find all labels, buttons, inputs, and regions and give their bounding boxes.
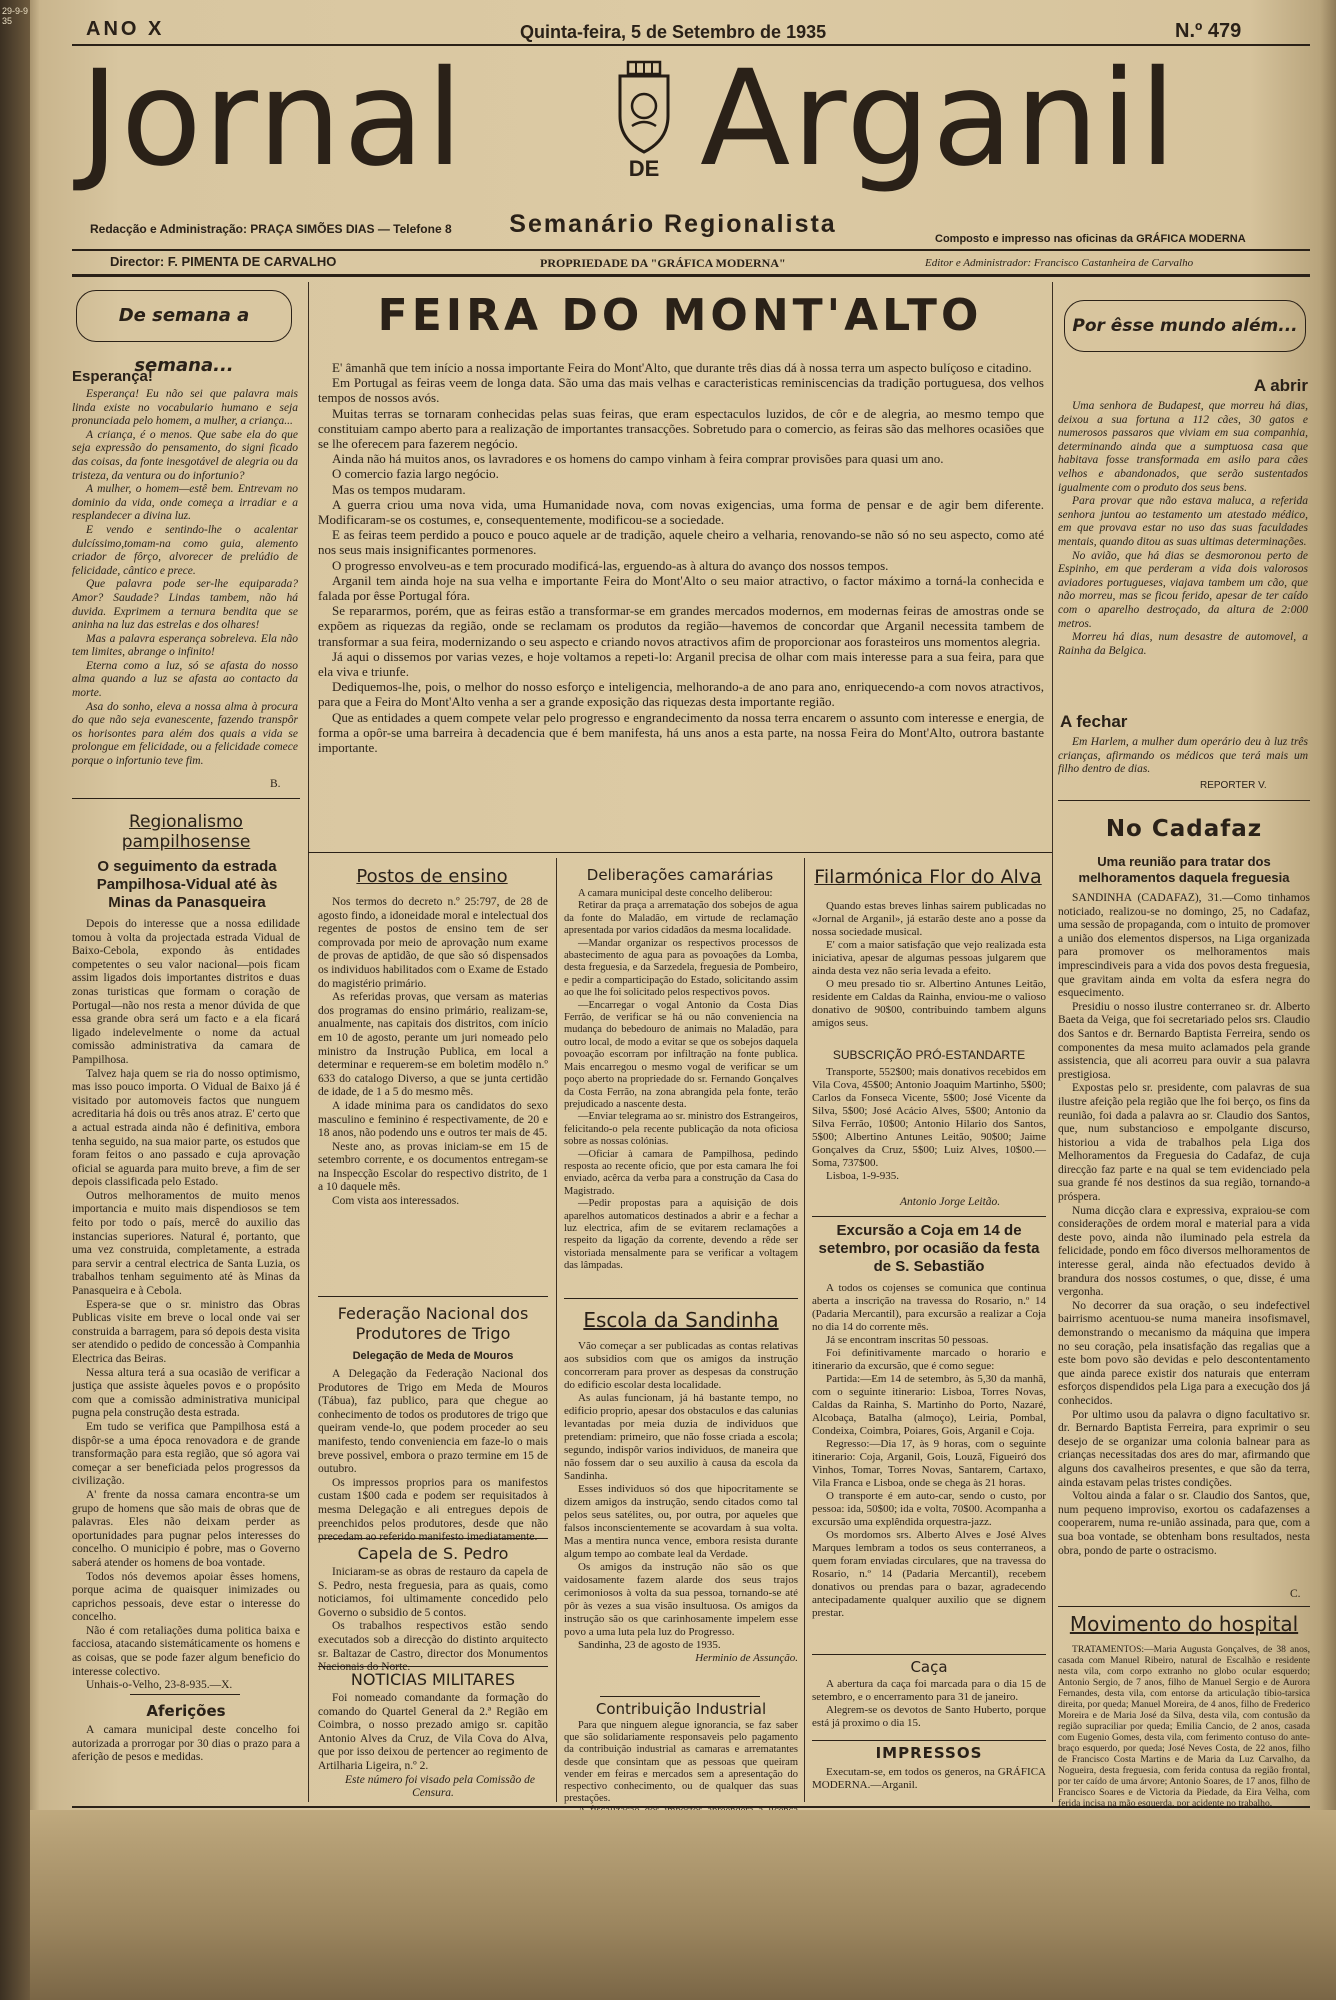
excursao-paragraph: Foi definitivamente marcado o horario e itinerario da excursão, que é como segue: <box>812 1347 1046 1372</box>
composto-line: Composto e impresso nas oficinas da GRÁFICA MODERNA <box>935 233 1246 245</box>
masthead-rule <box>72 249 1310 251</box>
impressos-text: Executam-se, em todos os generos, na GRÁFICA MODERNA.—Arganil. <box>812 1766 1046 1791</box>
escola-body <box>564 1340 798 1698</box>
feira-body <box>318 360 1044 848</box>
capela-paragraph: Os trabalhos respectivos estão sendo executados sob a direcção do distinto arquitecto sr. Baltazar de Castro, director dos Monumentos Nacionais do Norte. <box>318 1620 548 1674</box>
postos-paragraph: A idade minima para os candidatos do sexo masculino e feminino é respectivamente, de 20 e 18 anos, não podendo uns e outros ter mais de 45. <box>318 1099 548 1140</box>
mundo-subheading-1: A abrir <box>1253 376 1308 395</box>
filarmonica-paragraph: E' com a maior satisfação que vejo realizada esta iniciativa, apesar de algumas pessoas julgarem que ainda desta vez não seria levada a efeito. <box>812 939 1046 977</box>
excursao-paragraph: A todos os cojenses se comunica que continua aberta a inscrição na travessa do Rosario, n.º 14 (Padaria Mercantil), para excursão a realizar a Coja no dia 14 do corrente mês. <box>812 1282 1046 1333</box>
cadafaz-paragraph: No decorrer da sua oração, o seu indefectivel bairrismo acentuou-se numa maneira insofismavel, demonstrando o mecanismo da máquina que impera no seu coração, pela insatisfação das regalias que a este bom povo são devidas e pelo descontentamento que ainda parece existir dos naturais que enterram esforços dispendidos pela Liga para a execução dos já conhecidos. <box>1058 1299 1310 1407</box>
right-rule-2 <box>1058 1606 1310 1607</box>
year-label: ANO X <box>86 18 165 40</box>
column-rule-2 <box>1052 282 1053 1802</box>
page-bottom-rule <box>72 1806 1310 1808</box>
feira-paragraph: O comercio fazia largo negócio. <box>332 466 499 482</box>
regionalismo-heading: Regionalismo pampilhosense <box>121 812 251 852</box>
mundo-paragraph: Para provar que não estava maluca, a referida senhora juntou ao testamento um atestado médico, em que provava estar no uso das suas faculdades mentais, quando ditou as suas ultimas determinações. <box>1058 495 1308 548</box>
page-bottom-edge <box>30 1810 1336 2000</box>
postos-paragraph: Neste ano, as provas iniciam-se em 15 de setembro corrente, e os documentos entregam-se na Inspecção Escolar do respectivo distrito, de 1 a 10 daquele mês. <box>318 1140 548 1194</box>
filarmonica-paragraph: O meu presado tio sr. Albertino Antunes Leitão, residente em Caldas da Rainha, enviou-me o valioso donativo de 90$00, contribuindo tambem alguns amigos seus. <box>812 978 1046 1029</box>
column-rule-3 <box>556 858 557 1802</box>
deliberacoes-heading: Deliberações camarárias <box>586 866 774 884</box>
postos-heading: Postos de ensino <box>356 866 508 887</box>
col-a-rule-3 <box>318 1666 548 1667</box>
filarmonica-heading: Filarmónica Flor do Alva <box>814 866 1042 888</box>
regionalismo-paragraph: Talvez haja quem se ria do nosso optimismo, mas isso pouco importa. O Vidual de Baixo já é visitado por automoveis factos que nunguem acreditaria há dois ou três anos atraz. E' certo que a actual estrada ainda não é definitiva, embora tenha seguido, na sua maior parte, os estudos que foram feitos o ano passado e cuja aprovação oficial se aguarda para muito breve, a fim de ser depois classificada pelo Estado. <box>72 1067 300 1189</box>
afericoes-body <box>72 1724 300 1765</box>
cadafaz-paragraph: Expostas pelo sr. presidente, com palavras de sua ilustre afeição pela região que lhe foi berço, os fins da reunião, foi dada a palavra ao sr. Claudio dos Santos, que, num substancioso e empolgante discurso, historiou a vida de trabalhos pela Liga dos Melhoramentos da Freguesia do Cadafaz, de cuja direcção faz parte e na qual se tem evidenciado pela sua grande fé nos destinos da sua região, tornando-a próspera. <box>1058 1082 1310 1204</box>
semana-paragraph: Asa do sonho, eleva a nossa alma à procura do que não seja evanescente, fazendo transpôr os horisontes para além dos quais a vida se prolongue em felicidade, ou a felicidade comece porque o infortunio teve fim. <box>72 700 298 768</box>
col-a-rule-2 <box>318 1538 548 1539</box>
subtitle: Semanário Regionalista <box>509 210 837 238</box>
deliberacoes-body <box>564 888 798 1292</box>
feira-paragraph: Arganil tem ainda hoje na sua velha e importante Feira do Mont'Alto o seu maior atractivo, o factor máximo a torná-la conhecida e falada por êsse Portugal fóra. <box>318 572 1044 604</box>
cadafaz-body <box>1058 892 1310 1588</box>
feira-paragraph: Dediquemos-lhe, pois, o melhor do nosso esforço e inteligencia, melhorando-a de ano para ano, enriquecendo-a com novos atractivos, para que a Feira do Mont'Alto venha a ser a grande exposição das riquezas desta importante região. <box>318 679 1044 710</box>
cadafaz-subheading: Uma reunião para tratar dos melhoramentos daquela freguesia <box>1078 854 1290 885</box>
column-rule-1 <box>308 282 309 1802</box>
regionalismo-title: O seguimento da estrada Pampilhosa-Vidual até às Minas da Panasqueira <box>96 858 278 911</box>
impressos-heading: IMPRESSOS <box>875 1744 983 1762</box>
cadafaz-paragraph: Voltou ainda a falar o sr. Claudio dos Santos, que, num pequeno improviso, exortou os cadafazenses a cooperarem, numa re-união assinada, para que, com a sua boa vontade, se obtenham bons resultados, nesta obra, pondo de parte o ostracismo. <box>1058 1490 1310 1557</box>
postos-paragraph: Com vista aos interessados. <box>332 1195 460 1208</box>
regionalismo-paragraph: Não é com retaliações duma politica baixa e facciosa, atacando sistemáticamente os homens e as coisas, que se pode fazer algum beneficio do interesse colectivo. <box>72 1624 300 1678</box>
regionalismo-paragraph: A' frente da nossa camara encontra-se um grupo de homens que são mais de obras que de palavras. Eles não deixam perder as oportunidades para pugnar pelos interesses do concelho. O municipio é pobre, mas o Governo saberá atender os homens de boa vontade. <box>72 1488 300 1569</box>
excursao-paragraph: O transporte é em auto-car, sendo o custo, por pessoa: ida, 50$00; ida e volta, 70$00. Acompanha a excursão uma explêndida orquestra-jazz. <box>812 1490 1046 1528</box>
hospital-body <box>1058 1644 1310 1809</box>
issue-date: Quinta-feira, 5 de Setembro de 1935 <box>520 22 827 42</box>
escola-heading: Escola da Sandinha <box>583 1308 779 1332</box>
mundo-signature: REPORTER V. <box>1200 780 1267 791</box>
right-rule-1 <box>1058 800 1310 801</box>
semana-body <box>72 388 298 778</box>
hospital-heading: Movimento do hospital <box>1069 1612 1299 1636</box>
semana-signature: B. <box>270 778 281 790</box>
escola-paragraph: Os amigos da instrução não são os que vaidosamente fazem alarde dos seus trajos cerimoniosos à volta da sua pessoa, tornando-se até pôr às vezes a sua visão insultuosa. Os amigos da instrução são os que carinhosamente impelem esse povo a uma luta pela luz do Progresso. <box>564 1561 798 1638</box>
regionalismo-paragraph: Espera-se que o sr. ministro das Obras Publicas visite em breve o local onde vai ser construida a barragem, para só depois desta visita ser atendido o pedido de concessão à Companhia Electrica das Beiras. <box>72 1298 301 1365</box>
postos-body <box>318 896 548 1288</box>
militares-paragraph: Foi nomeado comandante da formação do comando do Quartel General da 2.ª Região em Coimbra, o nosso prezado amigo sr. capitão Antonio Alves da Cruz, de Vila Cova do Alva, que por isso deixou de pertencer ao regimento de Artilharia Ligeira, n.º 2. <box>318 1692 548 1772</box>
deliberacoes-paragraph: —Enviar telegrama ao sr. ministro dos Estrangeiros, felicitando-o pela recente publicação da nota oficiosa sobre as nossas colónias. <box>564 1111 798 1148</box>
escola-paragraph: Sandinha, 23 de agosto de 1935. <box>578 1639 721 1651</box>
escola-paragraph: Herminio de Assunção. <box>695 1652 798 1664</box>
afericoes-text: A camara municipal deste concelho foi autorizada a prorrogar por 30 dias o prazo para a aferição de pesos e medidas. <box>72 1724 300 1764</box>
regionalismo-paragraph: Unhais-o-Velho, 23-8-935.—X. <box>86 1679 233 1692</box>
director-line: Director: F. PIMENTA DE CARVALHO <box>110 254 337 269</box>
regionalismo-paragraph: Todos nós devemos apoiar êsses homens, porque acima de quaisquer inimizades ou caprichos pessoais, deve estar o interesse do concelho. <box>72 1570 300 1624</box>
contribuicao-paragraph: Para que ninguem alegue ignorancia, se faz saber que são solidariamente responsaveis pelo pagamento da contribuição industrial as camaras e arrematantes desde que consintam que as pessoas que queiram vender em feiras e mercados sem a apresentação do respectivo conhecimento, ou de qualquer das suas prestações. <box>564 1720 798 1805</box>
feira-paragraph: E as feiras teem perdido a pouco e pouco aquele ar de tradição, aquele cheiro a velharia, renovando-se não só no seu aspecto, como até nos seus mais insignificantes pormenores. <box>318 527 1044 558</box>
filarmonica-body <box>812 900 1046 1040</box>
cadafaz-paragraph: SANDINHA (CADAFAZ), 31.—Como tinhamos noticiado, realizou-se no domingo, 25, no Cadafaz, uma sessão de propaganda, com o intuito de promover a união dos elementos dispersos, na Liga organizada para promover os melhoramentos mais imprescindiveis para a vida dos povos desta freguesia, que gravitam ainda em volta da esfera negra do esquecimento. <box>1058 892 1310 1000</box>
caca-heading: Caça <box>910 1658 948 1676</box>
feira-title: FEIRA DO MONT'ALTO <box>377 290 983 341</box>
capela-paragraph: Iniciaram-se as obras de restauro da capela de S. Pedro, nesta freguesia, para as quais, como noticiamos, foi ultimamente concedido pelo Governo o subsidio de 5 contos. <box>318 1566 548 1619</box>
issue-number: N.º 479 <box>1175 20 1242 42</box>
title-jornal: Jornal <box>80 42 465 196</box>
mundo-body-2 <box>1058 736 1308 777</box>
feira-paragraph: Muitas terras se tornaram conhecidas pelas suas feiras, que eram espectaculos luzidos, de côr e de alegria, ao mesmo tempo que constituiam campo aberto para a realização de importantes transacções. Sobretudo para o comercio, as feiras são das melhores ocasiões que se lhe oferecem para fazerem negócio. <box>318 405 1044 452</box>
caca-note: Alegrem-se os devotos de Santo Huberto, porque está já proximo o dia 15. <box>812 1704 1046 1729</box>
filarmonica-place: Lisboa, 1-9-935. <box>826 1170 900 1182</box>
feira-bottom-rule <box>308 852 1052 853</box>
column-rule-4 <box>804 858 805 1802</box>
federacao-paragraph: A Delegação da Federação Nacional dos Produtores de Trigo em Meda de Mouros (Tábua), faz publico, para que chegue ao conhecimento de todos os produtores de trigo que queiram vende-lo, que podem proceder ao seu manifesto, tendo conveniencia em faze-lo o mais breve possivel, embora o prazo termine em 15 de outubro. <box>318 1368 548 1476</box>
militares-heading: NOTICIAS MILITARES <box>350 1670 516 1689</box>
militares-body <box>318 1692 548 1798</box>
editor-line: Editor e Administrador: Francisco Castanheira de Carvalho <box>925 257 1194 269</box>
deliberacoes-paragraph: —Pedir propostas para a aquisição de dois aparelhos automaticos destinados a abrir e a fechar a luz electrica, afim de se evitarem reclamações a respeito da ligação da corrente, devendo a rêde ser vistoriada mensalmente para se verificar a voltagem das lâmpadas. <box>564 1198 798 1272</box>
feira-paragraph: Ainda não há muitos anos, os lavradores e os homens do campo vinham à feira comprar provisões para quasi um ano. <box>332 451 944 467</box>
regionalismo-paragraph: Outros melhoramentos de muito menos importancia e muito mais dispendiosos se tem feito por todo o país, mercê do auxilio das instancias superiores. Natural é, portanto, que uma vez construida, completamente, a estrada para servir a central electrica de Santa Luzia, os trabalhos tenham seguimento até às Minas da Panasqueira e à Cebola. <box>72 1189 300 1298</box>
subscricao-heading: SUBSCRIÇÃO PRÓ-ESTANDARTE <box>832 1048 1026 1062</box>
mundo-subheading-2: A fechar <box>1060 712 1128 731</box>
col-c-rule-2 <box>812 1654 1046 1655</box>
semana-paragraph: Eterna como a luz, só se afasta do nosso alma quando a luz se afasta ao contacto da morte. <box>72 659 298 700</box>
filarmonica-paragraph: Quando estas breves linhas sairem publicadas no «Jornal de Arganil», já estarão deste ano a posse da nossa sociedade musical. <box>812 900 1046 938</box>
col-c-rule-3 <box>812 1740 1046 1741</box>
title-de: DE <box>628 156 660 181</box>
semana-paragraph: A criança, é o menos. Que sabe ela do que seja expressão do pensamento, do signi ficado das coisas, da fonte inesgotável de alegria ou da tristeza, da ventura ou do infortunio? <box>72 428 298 482</box>
escola-paragraph: Vão começar a ser publicadas as contas relativas aos subsidios com que os amigos da instrução concorreram para prover as despesas da construção do edificio escolar desta localidade. <box>564 1340 798 1391</box>
col-b-rule-2 <box>600 1696 760 1697</box>
feira-paragraph: O progresso envolveu-as e tem procurado modificá-las, erguendo-as à altura do avanço dos nossos tempos. <box>332 557 889 573</box>
cadafaz-paragraph: Numa dicção clara e expressiva, expraiou-se com considerações de ordem moral e material para a vida deste povo, ainda não iluminado pela estrela da felicidade, pondo em fôco diversos melhoramentos de interesse geral, ainda não efectuados devido à brandura dos nossos costumes, o que, disse, é uma vergonha. <box>1058 1204 1310 1299</box>
excursao-paragraph: Partida:—Em 14 de setembro, às 5,30 da manhã, com o seguinte itinerario: Lisboa, Torres Novas, Caldas da Rainha, S. Martinho do Porto, Nazaré, Alcobaça, Batalha (almoço), Leiria, Pombal, Condeixa, Coimbra, Poiares, Gois, Arganil e Coja. <box>812 1373 1046 1437</box>
col-c-rule-1 <box>812 1216 1046 1217</box>
feira-paragraph: Em Portugal as feiras veem de longa data. São uma das mais velhas e caracteristicas reminiscencias da tradição portuguesa, dos velhos tempos de nossos avós. <box>318 375 1044 406</box>
redaccao-line: Redacção e Administração: PRAÇA SIMÕES DIAS — Telefone 8 <box>90 222 452 236</box>
binding-edge <box>0 0 30 2000</box>
capela-heading: Capela de S. Pedro <box>357 1544 509 1563</box>
cadafaz-paragraph: Presidiu o nosso ilustre conterraneo sr. dr. Alberto Baeta da Veiga, que foi secretariado pelos srs. Claudio dos Santos e dr. Bernardo Baptista Ferreira, sendo os componentes da mesa muito aclamados pela grande assistencia, que ali acorreu para ouvir a sua palavra prestigiosa. <box>1058 1000 1310 1081</box>
coat-of-arms-icon <box>612 56 676 156</box>
propriedade-line: PROPRIEDADE DA "GRÁFICA MODERNA" <box>540 256 786 270</box>
mundo-paragraph: No avião, que há dias se desmoronou perto de Espinho, em que perderam a vida dois valorosos aviadores portugueses, viajava tambem um cão, que não morreu, mas se ficou ferido, apesar de ter caído com o aparelho destroçado, da altura de 2:000 metros. <box>1058 549 1308 630</box>
contribuicao-heading: Contribuição Industrial <box>595 1700 767 1718</box>
title-arganil: Arganil <box>700 42 1178 196</box>
capela-body <box>318 1566 548 1674</box>
mundo-paragraph: Uma senhora de Budapest, que morreu há dias, deixou a sua fortuna a 112 cães, 30 gatos e numerosos passaros que viviam em sua companhia, determinando ainda que a sumptuosa casa que habitava fosse transformada em asilo para cães velhos e abandonados, que serão sustentados igualmente com o produto dos seus bens. <box>1058 400 1308 494</box>
semana-subheading: Esperança! <box>72 368 153 385</box>
deliberacoes-paragraph: —Oficiar à camara de Pampilhosa, pedindo resposta ao recente oficio, que por esta camara lhe foi enviado, acêrca da verba para a construção da Casa do Magistrado. <box>564 1148 798 1197</box>
federacao-paragraph: Os impressos proprios para os manifestos custam 1$00 cada e podem ser requisitados à mesma Delegação e ali entregues depois de preenchidos pelos produtores, desde que não precedam ao referido manifesto imediatamente. <box>318 1476 548 1544</box>
semana-paragraph: Que palavra pode ser-lhe equiparada? Amor? Saudade? Lindas tambem, não há duvida. Exprimem a ternura bendita que se aninha na luz das estrelas e dos olhares! <box>72 578 298 632</box>
margin-note: 29-9-935 <box>2 6 29 26</box>
excursao-heading: Excursão a Coja em 14 de setembro, por ocasião da festa de S. Sebastião <box>818 1222 1040 1275</box>
feira-paragraph: Se repararmos, porém, que as feiras estão a transformar-se em grandes mercados modernos, em modernas feiras de amostras onde se expõem as riquezas da região, onde se reclamam os produtos da região—havemos de concordar que Arganil necessita tambem de transformar a sua feira, modernizando o seu aspecto e criando novos atractivos afim de proporcionar aos forasteiros uns momentos alegria. <box>318 603 1044 649</box>
deliberacoes-paragraph: —Encarregar o vogal Antonio da Costa Dias Ferrão, de verificar se há ou não conveniencia na mudança do bebedouro de animais no Maladão, para outro local, de modo a evitar se que os sobejos daquela povoação escorram por infiltração na fonte publica. Mais encarregou o mesmo vogal de verificar se um poço aberto na propriedade do sr. Fernando Gonçalves da Costa Ferrão, na zona abrangida pela fonte, terão prejudicado a nascente desta. <box>564 999 798 1110</box>
militares-paragraph: Este número foi visado pela Comissão de Censura. <box>345 1773 535 1800</box>
excursao-body <box>812 1282 1046 1648</box>
semana-paragraph: E vendo e sentindo-lhe o acalentar dulcíssimo,tomam-na como guia, alemento criador de fôrço, alvorecer de prelúdio de felicidade, cântico e prece. <box>72 523 298 577</box>
semana-paragraph: A mulher, o homem—estê bem. Entrevam no dominio da vida, onde começa a irradiar e a resplandecer a divina luz. <box>72 483 298 523</box>
semana-paragraph: Esperança! Eu não sei que palavra mais linda existe no vocabulario humano e seja pronunciada pelo homem, a mulher, a criança... <box>72 388 298 428</box>
afericoes-heading: Aferições <box>146 1702 226 1720</box>
excursao-paragraph: Já se encontram inscritas 50 pessoas. <box>826 1334 989 1346</box>
subscricao-text: Transporte, 552$00; mais donativos recebidos em Vila Cova, 45$00; Antonio Joaquim Martinho, 5$00; Carlos da Fonseca Vicente, 5$00; José Vicente da Silva, 5$00; José Acácio Alves, 5$00; Antonio da Silva Ferrão, 10$00; Antonio Hilario dos Santos, 5$00; Albertino Antunes Leitão, 90$00; Jaime Gonçalves da Cruz, 5$00; Luiz Alves, 10$00.—Soma, 737$00. <box>812 1066 1046 1169</box>
regionalismo-body <box>72 918 301 1692</box>
semana-heading-box <box>76 290 292 376</box>
feira-paragraph: A guerra criou uma nova vida, uma Humanidade nova, com novas exigencias, uma forma de pensar e de agir bem diferente. Modificaram-se os costumes, e, consequentemente, modificou-se a sociedade. <box>318 496 1044 528</box>
cadafaz-heading: No Cadafaz <box>1105 816 1263 842</box>
semana-paragraph: Mas a palavra esperança sobreleva. Ela não tem limites, abrange o infinito! <box>72 632 298 659</box>
regionalismo-paragraph: Em tudo se verifica que Pampilhosa está a dispôr-se a uma época renovadora e de grande transformação para esta região, que só agora vai começar a ser beneficiada pelos progressos da civilização. <box>72 1420 300 1488</box>
hospital-text: TRATAMENTOS:—Maria Augusta Gonçalves, de 38 anos, casada com Manuel Ribeiro, natural de Escalhão e residente nesta vila, com corpo extranho no globo ocular esquerdo; Antonio Sergio, de 7 anos, filho de Manuel Sergio e de Aurora Fernandes, desta vila, com entorse da articulação tibio-tarsica direita, por queda; Manuel Moreira, de 4 anos, filho de Frederico Moreira e de Maria José da Silva, desta vila, com contusão da região supraciliar por queda; Emilia Cancio, de 2 anos, casada com Eugenio Gomes, desta vila, com ferimento contuso do ante-braço esquerdo, por queda; José Neves Costa, de 22 anos, filho de Francisco Costa Martins e de Maria da Luz Carvalho, da Nogueira, desta freguesia, com ferida contusa da região frontal, por ter caído de uma árvore; Antonio Soares, de 17 anos, filho de Francisco Soares e de Victoria da Piedade, da Eira Velha, com ferida incisa na mão esquerda, por acidente no trabalho. <box>1058 1644 1310 1809</box>
federacao-heading: Federação Nacional dos Produtores de Trigo <box>337 1304 529 1343</box>
mundo-body-1 <box>1058 400 1308 706</box>
mundo-paragraph: Morreu há dias, num desastre de automovel, a Rainha da Belgica. <box>1058 631 1308 657</box>
cadafaz-paragraph: Por ultimo usou da palavra o digno facultativo sr. dr. Bernardo Baptista Ferreira, para exprimir o seu desejo de se organizar uma colonia balnear para as crianças necessitadas dos ares do mar, afirmando que alguns dos cavalheiros presentes, e que são da terra, ainda estavam pelas tristes condições. <box>1058 1408 1310 1489</box>
feira-paragraph: Já aqui o dissemos por varias vezes, e hoje voltamos a repeti-lo: Arganil precisa de olhar com mais interesse para a sua feira, para que ela viva e triunfe. <box>318 648 1044 680</box>
feira-paragraph: Mas os tempos mudaram. <box>332 481 466 497</box>
excursao-paragraph: Os mordomos srs. Alberto Alves e José Alves Marques lembram a todos os seus conterraneos, a quem foram enviadas circulares, que na travessa do Rosario, n.º 14 (Padaria Mercantil), recebem donativos ou prendas para o bazar, agradecendo antecipadamente qualquer auxilio que se dignem prestar. <box>812 1529 1046 1619</box>
caca-body <box>812 1678 1046 1730</box>
subscricao-body <box>812 1066 1046 1190</box>
postos-paragraph: Nos termos do decreto n.º 25:797, de 28 de agosto findo, a idoneidade moral e intelectual dos regentes de postos de ensino tem de ser comprovada por meio de aprovação num exame de provas de aptidão, de que são só dispensados os individuos habilitados com o Exame de Estado do magistério primário. <box>318 896 548 990</box>
header-bottom-rule <box>72 274 1310 277</box>
col-a-rule-1 <box>318 1296 548 1297</box>
mundo-heading-box <box>1064 300 1306 352</box>
feira-paragraph: E' âmanhã que tem início a nossa importante Feira do Mont'Alto, que durante três dias dá à nossa terra um aspecto bulíçoso e citadino. <box>332 360 1032 375</box>
deliberacoes-paragraph: Retirar da praça a arrematação dos sobejos de agua da fonte do Maladão, em virtude de reclamação apresentada por varios cidadãos da mesma localidade. <box>564 900 798 937</box>
postos-paragraph: As referidas provas, que versam as materias dos programas do ensino primário, realizam-se, anualmente, nas capitais dos distritos, com início em 10 de agosto, perante um juri nomeado pelo ministro da Instrução Publica, em local a determinar e requerem-se em boletim modêlo n.º 633 do catalogo Diverso, a que se junta certidão de idade, de 1 a 5 do mesmo mês. <box>318 991 548 1099</box>
semana-heading: De semana a semana... <box>118 305 250 376</box>
regionalismo-paragraph: Nessa altura terá a sua ocasião de verificar a justiça que assiste àqueles povos e o propósito com que a comissão administrativa municipal pugna pela construção desta estrada. <box>72 1366 300 1420</box>
filarmonica-signature: Antonio Jorge Leitão. <box>900 1196 1001 1208</box>
mundo-heading: Por êsse mundo além... <box>1072 316 1298 336</box>
deliberacoes-paragraph: —Mandar organizar os respectivos processos de abastecimento de agua para as povoações da Lomba, desta freguesia, e da Sarzedela, freguesia de Pombeiro, e pedir a comparticipação do Estado, solicitando assim ao que lhe foi solicitado pelos respectivos povos. <box>564 937 798 999</box>
mundo-paragraph: Em Harlem, a mulher dum operário deu à luz três crianças, afirmando os médicos que terá mais um filho dentro de dias. <box>1058 736 1308 776</box>
escola-paragraph: Esses individuos só dos que hipocritamente se dizem amigos da instrução, sendo citados como tal pelos seus satélites, ou, por outra, por aqueles que falsos inconscientemente se acovardam à sua volta. Mas a mentira nunca vence, embora resista durante algum tempo ao combate leal da Verdade. <box>564 1483 798 1560</box>
escola-paragraph: As aulas funcionam, já há bastante tempo, no edificio proprio, apesar dos obstaculos e das calunias levantadas por meia duzia de individuos que pretendiam: primeiro, que não fosse criada a escola; segundo, indispôr varios individuos, de maneira que não fossem dar o seu auxilio à causa da escola da Sandinha. <box>564 1392 798 1482</box>
deliberacoes-paragraph: A camara municipal deste concelho deliberou: <box>578 888 773 899</box>
contribuicao-body <box>564 1720 798 1805</box>
impressos-body <box>812 1766 1046 1792</box>
regionalismo-paragraph: Depois do interesse que a nossa edilidade tomou à volta da projectada estrada Vidual de Baixo-Cebola, expondo às entidades competentes o seu valor nacional—pois ficam assim ligados dois importantes distritos e duas zonas turisticas que formam o coração de Portugal—não nos resta a menor dúvida de que essa grande obra será um facto e a ela ficará ligado indelevelmente o nome da actual comissão administrativa da camara de Pampilhosa. <box>72 918 300 1066</box>
caca-text: A abertura da caça foi marcada para o dia 15 de setembro, e o encerramento para 31 de janeiro. <box>812 1678 1046 1703</box>
col-b-rule-1 <box>564 1298 798 1299</box>
feira-paragraph: Que as entidades a quem compete velar pelo progresso e engrandecimento da nossa terra encarem o assunto com interesse e energia, de forma a opôr-se uma barreira à decadencia que é bem manifesta, há uns anos a esta parte, na nossa Feira do Mont'Alto, outrora bastante importante. <box>318 709 1044 756</box>
cadafaz-signature: C. <box>1290 1588 1301 1600</box>
federacao-subheading: Delegação de Meda de Mouros <box>352 1350 514 1362</box>
left-rule-1 <box>72 798 300 799</box>
left-rule-2 <box>130 1694 240 1695</box>
excursao-paragraph: Regresso:—Dia 17, às 9 horas, com o seguinte itinerario: Coja, Arganil, Gois, Louzã, Figueiró dos Vinhos, Tomar, Torres Novas, Santarem, Cartaxo, Vila Franca e Lisboa, onde se chega às 21 horas. <box>812 1438 1046 1489</box>
